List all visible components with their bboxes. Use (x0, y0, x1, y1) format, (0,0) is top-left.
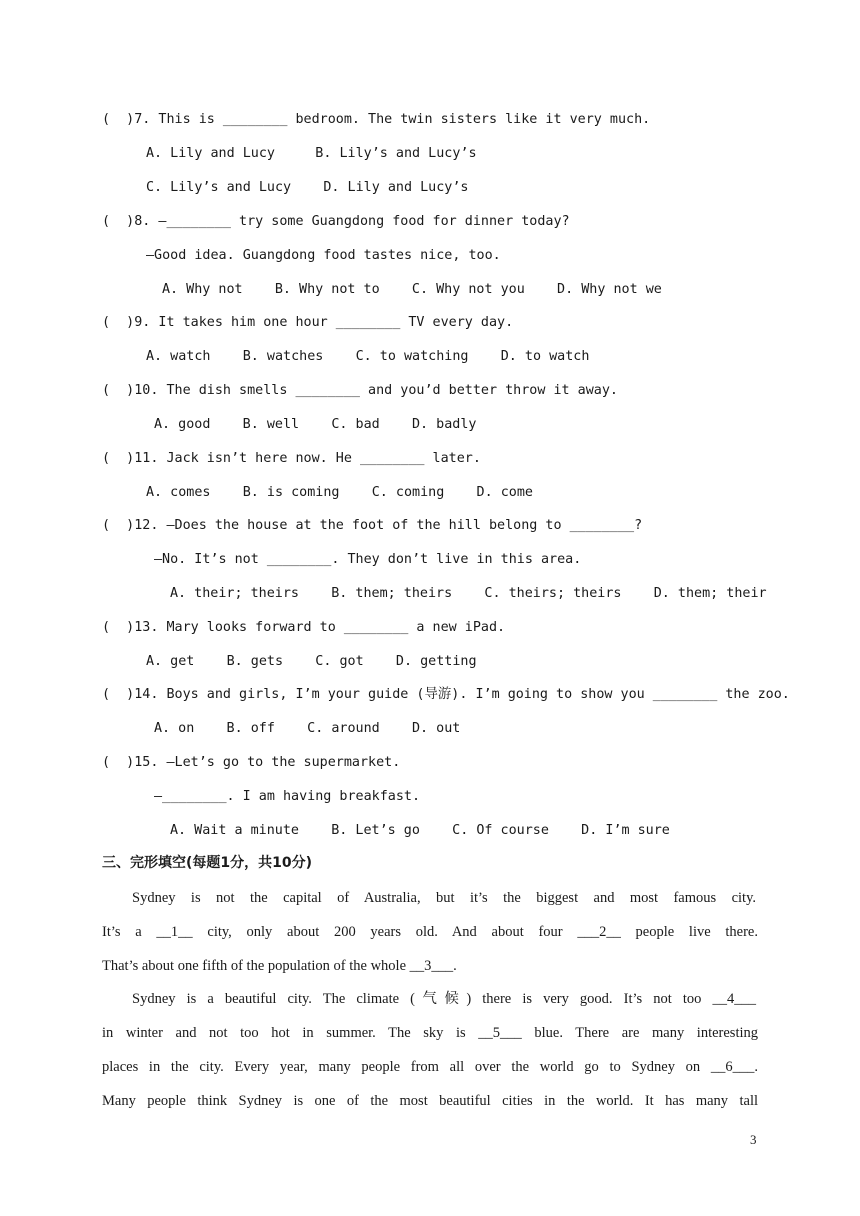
q8-sub: —Good idea. Guangdong food tastes nice, too. (146, 248, 501, 263)
q7-options-1: A. Lily and Lucy B. Lily’s and Lucy’s (146, 146, 477, 161)
q13-stem: ( )13. Mary looks forward to ________ a new iPad. (102, 620, 506, 635)
section-heading: 三、完形填空(每题1分，共10分) (102, 855, 313, 871)
passage-p2-line4: Many people think Sydney is one of the most beautiful cities in the world. It has many tall (102, 1093, 758, 1109)
q8-stem: ( )8. —________ try some Guangdong food for dinner today? (102, 214, 570, 229)
q11-stem: ( )11. Jack isn’t here now. He ________ later. (102, 451, 481, 466)
page-number: 3 (750, 1132, 757, 1147)
q10-options: A. good B. well C. bad D. badly (154, 417, 477, 432)
q8-options: A. Why not B. Why not to C. Why not you D. Why not we (162, 282, 662, 297)
q9-stem: ( )9. It takes him one hour ________ TV every day. (102, 315, 514, 330)
q12-sub: —No. It’s not ________. They don’t live in this area. (154, 552, 582, 567)
q9-options: A. watch B. watches C. to watching D. to watch (146, 349, 590, 364)
q11-options: A. comes B. is coming C. coming D. come (146, 485, 533, 500)
q13-options: A. get B. gets C. got D. getting (146, 654, 477, 669)
passage-p1-line3: That’s about one fifth of the population of the whole __3___. (102, 958, 457, 974)
q15-stem: ( )15. —Let’s go to the supermarket. (102, 755, 401, 770)
q7-stem: ( )7. This is ________ bedroom. The twin sisters like it very much. (102, 112, 651, 127)
passage-p1-line1: Sydney is not the capital of Australia, but it’s the biggest and most famous city. (132, 890, 756, 906)
passage-p1-line2: It’s a __1__ city, only about 200 years old. And about four ___2__ people live there. (102, 924, 758, 940)
passage-p2-line3: places in the city. Every year, many people from all over the world go to Sydney on __6___. (102, 1059, 758, 1075)
q7-options-2: C. Lily’s and Lucy D. Lily and Lucy’s (146, 180, 469, 195)
passage-p2-line2: in winter and not too hot in summer. The sky is __5___ blue. There are many interesting (102, 1025, 758, 1041)
q10-stem: ( )10. The dish smells ________ and you’d better throw it away. (102, 383, 618, 398)
q14-options: A. on B. off C. around D. out (154, 721, 461, 736)
passage-p2-line1: Sydney is a beautiful city. The climate (气候) there is very good. It’s not too __4___ (132, 991, 756, 1007)
q15-options: A. Wait a minute B. Let’s go C. Of course D. I’m sure (170, 823, 670, 838)
q14-stem: ( )14. Boys and girls, I’m your guide (导游). I’m going to show you ________ the zoo. (102, 687, 790, 702)
q15-sub: —________. I am having breakfast. (154, 789, 421, 804)
q12-options: A. their; theirs B. them; theirs C. theirs; theirs D. them; their (170, 586, 767, 601)
q12-stem: ( )12. —Does the house at the foot of the hill belong to ________? (102, 518, 643, 533)
